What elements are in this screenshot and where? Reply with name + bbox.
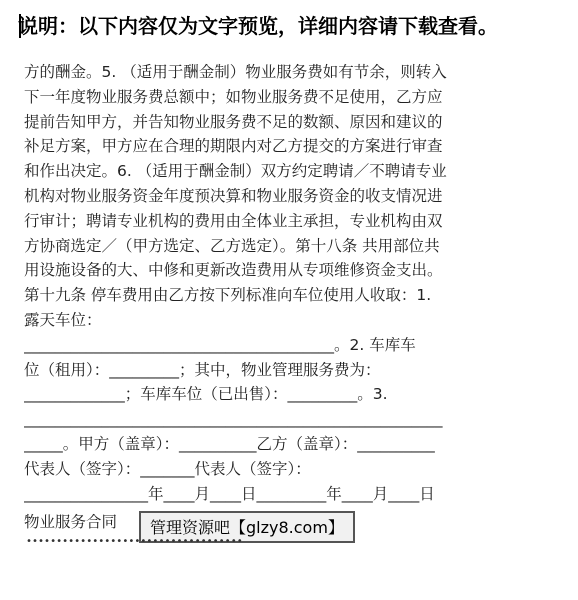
body-line: 露天车位：	[24, 310, 102, 329]
document-body	[24, 60, 552, 506]
body-line: 方的酬金。5. （适用于酬金制）物业服务费如有节余，则转入	[24, 63, 447, 81]
body-line: ________________年____月____日_________年____月____日	[24, 484, 435, 503]
watermark-stamp: 管理资源吧【glzy8.com】	[139, 511, 355, 543]
preview-notice: 说明：以下内容仅为文字预览，详细内容请下载查看。	[18, 14, 498, 38]
dotted-separator: ••••••••••••••••••••••••••••••••••••	[26, 536, 243, 547]
body-line: 行审计；聘请专业机构的费用由全体业主承担，专业机构由双	[24, 211, 443, 230]
footer-text: 物业服务合同	[24, 513, 118, 531]
body-line: 提前告知甲方，并告知物业服务费不足的数额、原因和建议的	[24, 112, 443, 131]
body-line: 机构对物业服务资金年度预决算和物业服务资金的收支情况进	[24, 186, 443, 205]
body-line: 位（租用）：_________；其中，物业管理服务费为：	[24, 360, 381, 379]
body-line: 用设施设备的大、中修和更新改造费用从专项维修资金支出。	[24, 261, 443, 280]
body-line: _____________；车库车位（已出售）：_________。3.	[24, 385, 388, 404]
body-line: 和作出决定。6. （适用于酬金制）双方约定聘请／不聘请专业	[24, 162, 447, 181]
body-line: 代表人（签字）：_______代表人（签字）：	[24, 459, 311, 478]
body-line: 方协商选定／（甲方选定、乙方选定）。第十八条 共用部位共	[24, 236, 440, 255]
body-line: ________________________________________。2. 车库车	[24, 335, 416, 354]
body-line: ______________________________________________________	[24, 410, 443, 429]
body-line: 下一年度物业服务费总额中；如物业服务费不足使用，乙方应	[24, 87, 443, 106]
body-line: _____。甲方（盖章）：__________乙方（盖章）：__________	[24, 434, 435, 453]
body-line: 补足方案，甲方应在合理的期限内对乙方提交的方案进行审查	[24, 137, 443, 156]
body-line: 第十九条 停车费用由乙方按下列标准向车位使用人收取：1.	[24, 286, 432, 305]
